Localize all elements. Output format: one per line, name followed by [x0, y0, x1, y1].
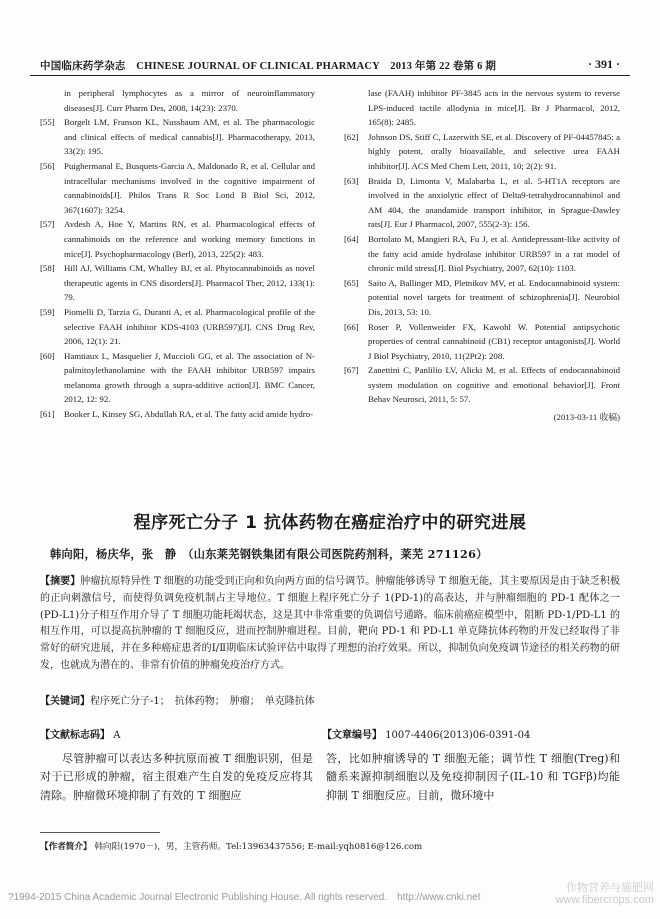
watermark-url: www.fibercrops.com — [555, 894, 654, 906]
article-number-value: 1007-4406(2013)06-0391-04 — [385, 730, 531, 741]
watermark-cn: 作物营养与施肥网 — [566, 882, 654, 894]
reference-item: [66] Roser P, Vollenweider FX, Kawohl W. Potential antipsychotic properties of central cannabinoid (CB1) receptor antagonists[J]. World J Biol Psychiatry, 2010, 11(2Pt2): 208. — [344, 321, 620, 361]
body-text-left: 尽管肿瘤可以表达多种抗原而被 T 细胞识别，但是对于已形成的肿瘤，宿主很难产生自发的免疫反应将其清除。肿瘤微环境抑制了有效的 T 细胞应 — [40, 752, 313, 802]
received-date: (2013-03-11 收稿) — [553, 412, 620, 423]
reference-item: [64] Bortolato M, Mangieri RA, Fu J, et al. Antidepressant-like activity of the fatty acid amide hydrolase inhibitor URB597 in a rat model of chronic mild stress[J]. Biol Psychiatry, 2007, 62(10): 1103. — [344, 233, 620, 274]
reference-item: [58] Hill AJ, Williams CM, Whalley BJ, et al. Phytocannabinoids as novel therapeutic agents in CNS disorders[J]. Pharmacol Ther, 2012, 133(1): 79. — [40, 263, 315, 303]
reference-item: [62] Johnson DS, Stiff C, Lazerwith SE, et al. Discovery of PF-04457845: a highly potent, orally bioavailable, and selective urea FAAH inhibitor[J]. ACS Med Chem Lett, 2011, 10; 2(2): 91. — [344, 131, 620, 171]
page-number: · 391 · — [587, 57, 620, 71]
reference-item: [57] Avdesh A, Hoe Y, Martins RN, et al. Pharmacological effects of cannabinoids on the reference and working memory functions in mice[J]. Psychopharmacology (Berl), 2013, 225(2): 483. — [40, 219, 315, 259]
abstract — [40, 574, 620, 675]
copyright-notice: ?1994-2015 China Academic Journal Electronic Publishing House. All rights reserved. http://www.cnki.net — [8, 892, 481, 903]
reference-item: [55] Borgelt LM, Franson KL, Nussbaum AM, et al. The pharmacologic and clinical effects of medical cannabis[J]. Pharmacotherapy, 2013, 33(2): 195. — [40, 117, 315, 157]
body-text-right: 答，比如肿瘤诱导的 T 细胞无能；调节性 T 细胞(Treg)和髓系来源抑制细胞以及免疫抑制因子(IL-10 和 TGFβ)均能抑制 T 细胞反应。目前，微环境中 — [326, 752, 620, 802]
article-number — [322, 726, 530, 741]
references-left-column — [40, 86, 315, 422]
reference-item: [65] Saito A, Ballinger MD, Pletnikov MV, et al. Endocannabinoid system: potential novel targets for treatment of schizophrenia[J]. Neurobiol Dis, 2013, 53: 10. — [344, 277, 620, 317]
running-header — [30, 54, 630, 76]
article-number-label: 【文章编号】 — [322, 730, 382, 741]
author-line: 韩向阳，杨庆华，张 静 （山东莱芜钢铁集团有限公司医院药剂科，莱芜 271126） — [50, 547, 488, 561]
reference-item: lase (FAAH) inhibitor PF-3845 acts in the nervous system to reverse LPS-induced tactile allodynia in mice[J]. Br J Pharmacol, 2012, 165(8): 2485. — [368, 88, 620, 128]
document-code-value: A — [113, 730, 121, 741]
footnote-rule — [40, 832, 160, 833]
reference-item: [63] Braida D, Limonta V, Malabarba L, et al. 5-HT1A receptors are involved in the anxiolytic effect of Delta9-tetrahydrocannabinol and AM 404, the anandamide transport inhibitor, in Sprague-Dawley rats[J]. Eur J Pharmacol, 2007, 555(2-3): 156. — [344, 175, 620, 230]
watermark — [556, 882, 654, 906]
reference-item: [59] Piomelli D, Tarzia G, Duranti A, et al. Pharmacological profile of the selective FAAH inhibitor KDS-4103 (URB597)[J]. CNS Drug Rev, 2006, 12(1): 21. — [40, 306, 315, 347]
author-footnote-text: 韩向阳(1970－)，男，主管药师。Tel:13963437556; E-mail:yqh0816@126.com — [94, 842, 423, 852]
keywords-text: 程序死亡分子-1； 抗体药物； 肿瘤； 单克隆抗体 — [90, 696, 315, 707]
author-footnote — [40, 840, 422, 852]
reference-item: in peripheral lymphocytes as a mirror of neuroinflammatory diseases[J]. Curr Pharm Des, 2008, 14(23): 2370. — [64, 88, 315, 113]
author-footnote-label: 【作者简介】 — [40, 842, 92, 852]
header-rule — [30, 75, 630, 76]
abstract-label: 【摘要】 — [40, 576, 81, 587]
references-right-column — [344, 86, 620, 425]
document-code-label: 【文献标志码】 — [40, 730, 110, 741]
journal-header: 中国临床药学杂志 CHINESE JOURNAL OF CLINICAL PHARMACY 2013 年第 22 卷第 6 期 — [40, 61, 497, 72]
keywords — [40, 692, 315, 707]
reference-item: [60] Hamtiaux L, Masquelier J, Muccioli GG, et al. The association of N-palmitoylethanolamine with the FAAH inhibitor URB597 impairs melanoma growth through a supra-additive action[J]. BMC Cancer, 2012, 12: 92. — [40, 350, 315, 405]
keywords-label: 【关键词】 — [40, 696, 90, 707]
reference-item: [61] Booker L, Kinsey SG, Abdullah RA, et al. The fatty acid amide hydro- — [40, 409, 314, 420]
document-code — [40, 726, 120, 741]
article-title: 程序死亡分子 1 抗体药物在癌症治疗中的研究进展 — [133, 513, 527, 533]
abstract-text: 肿瘤抗原特异性 T 细胞的功能受到正向和负向两方面的信号调节。肿瘤能够诱导 T 细胞无能，其主要原因是由于缺乏积极的正向刺激信号，而使得负调免疫机制占主导地位。T 细胞上程序死亡分子 1(PD-1)的高表达，并与肿瘤细胞的 PD-1 配体之一(PD-L1)分子相互作用介导了 T 细胞功能耗竭状态，这是其中非常重要的负调信号通路。临床前癌症模型中，阻断 PD-1/PD-L1 的相互作用，可以提高抗肿瘤的 T 细胞反应，进而控制肿瘤进程。目前，靶向 PD-1 和 PD-L1 单克隆抗体药物的开发已经取得了非常好的研究进展，并在多种癌症患者的Ⅰ/Ⅱ期临床试验评估中取得了理想的治疗效果。所以，抑制负向免疫调节途径的相关药物的研发，也就成为潜在的、非常有价值的肿瘤免疫治疗方式。 — [40, 576, 621, 671]
reference-item: [56] Puighermanal E, Busquets-Garcia A, Maldonado R, et al. Cellular and intracellular mechanisms involved in the cognitive impairment of cannabinoids[J]. Philos Trans R Soc Lond B Biol Sci, 2012, 367(1607): 3254. — [40, 160, 315, 215]
reference-item: [67] Zanettini C, Panlilio LV, Alicki M, et al. Effects of endocannabinoid system modulation on cognitive and emotional behavior[J]. Front Behav Neurosci, 2011, 5: 57. — [344, 365, 620, 405]
